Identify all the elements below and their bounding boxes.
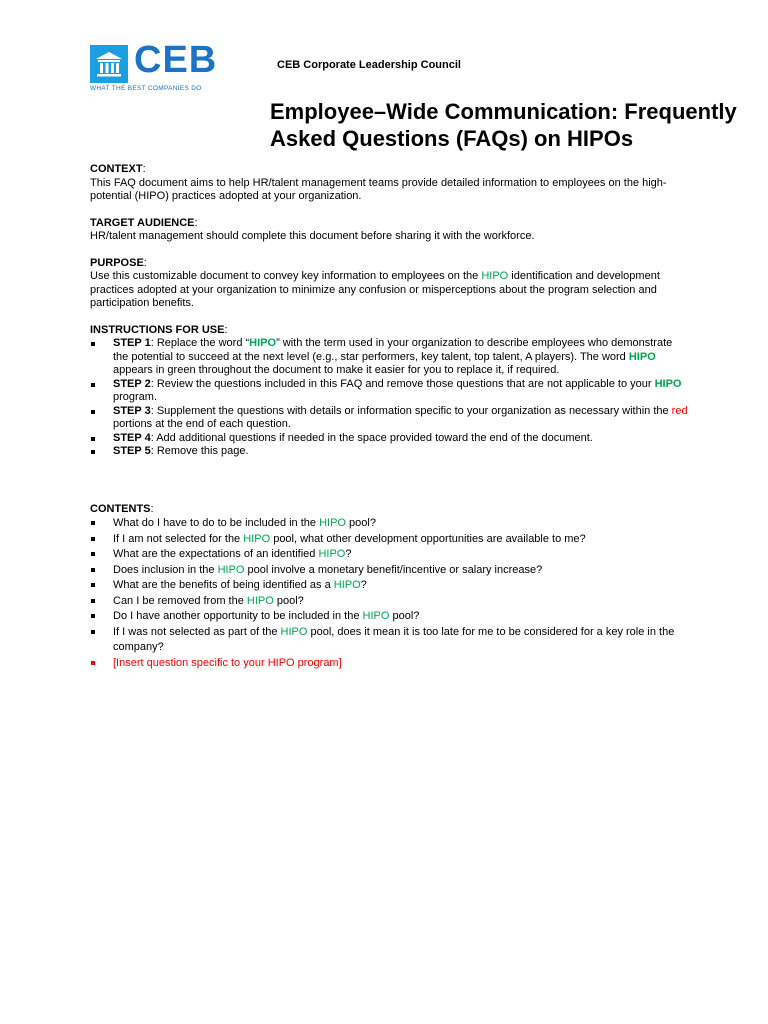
- list-item: What are the expectations of an identified HIPO?: [90, 547, 690, 563]
- logo-tagline: WHAT THE BEST COMPANIES DO: [90, 85, 202, 92]
- list-item: STEP 3: Supplement the questions with details or information specific to your organization as necessary within the red portions at the end of each question.: [90, 405, 690, 432]
- organization-name: CEB Corporate Leadership Council: [277, 59, 461, 71]
- logo-wordmark: CEB: [134, 39, 218, 81]
- instructions-list: [90, 337, 690, 459]
- list-item: Does inclusion in the HIPO pool involve a monetary benefit/incentive or salary increase?: [90, 563, 690, 579]
- list-item: STEP 2: Review the questions included in this FAQ and remove those questions that are not applicable to your HIPO program.: [90, 378, 690, 405]
- audience-heading: TARGET AUDIENCE: [90, 216, 195, 229]
- context-section: CONTEXT: This FAQ document aims to help HR/talent management teams provide detailed information to employees on the high-potential (HIPO) practices adopted at your organization.: [90, 163, 690, 204]
- purpose-section: PURPOSE: Use this customizable document to convey key information to employees on the HIPO identification and development practices adopted at your organization to minimize any confusion or misperceptions about the program selection and participation benefits.: [90, 257, 690, 311]
- audience-text: HR/talent management should complete this document before sharing it with the workforce.: [90, 230, 535, 242]
- hipo-term: HIPO: [628, 350, 656, 363]
- context-heading: CONTEXT: [90, 163, 143, 175]
- contents-heading: CONTENTS: [90, 502, 151, 515]
- hipo-term: HIPO: [481, 270, 509, 282]
- list-item: STEP 4: Add additional questions if needed in the space provided toward the end of the document.: [90, 432, 690, 446]
- list-item: If I was not selected as part of the HIPO pool, does it mean it is too late for me to be considered for a key role in the company?: [90, 625, 690, 656]
- context-text: This FAQ document aims to help HR/talent management teams provide detailed information to employees on the high-potential (HIPO) practices adopted at your organization.: [90, 176, 667, 202]
- list-item: Do I have another opportunity to be included in the HIPO pool?: [90, 609, 690, 625]
- audience-section: TARGET AUDIENCE: HR/talent management should complete this document before sharing it with the workforce.: [90, 217, 690, 244]
- instructions-heading: INSTRUCTIONS FOR USE: [90, 323, 225, 336]
- red-term: red: [671, 404, 688, 417]
- list-item: STEP 1: Replace the word “HIPO” with the term used in your organization to describe employees who demonstrate the potential to succeed at the next level (e.g., star performers, key talent, top talent, A players). The word HIPO appears in green throughout the document to make it easier for you to replace it, if required.: [90, 337, 690, 378]
- document-body: [90, 163, 690, 671]
- purpose-text: Use this customizable document to convey key information to employees on the HIPO identification and development practices adopted at your organization to minimize any confusion or misperceptions about the program selection and participation benefits.: [90, 270, 660, 309]
- contents-list: [90, 516, 690, 671]
- document-title: Employee–Wide Communication: Frequently Asked Questions (FAQs) on HIPOs: [270, 99, 737, 151]
- purpose-heading: PURPOSE: [90, 256, 144, 269]
- list-item: What do I have to do to be included in the HIPO pool?: [90, 516, 690, 532]
- hipo-term: HIPO: [654, 377, 682, 390]
- list-item: STEP 5: Remove this page.: [90, 445, 690, 459]
- instructions-section: INSTRUCTIONS FOR USE: STEP 1: Replace the word “HIPO” with the term used in your organization to describe employees who demonstrate the potential to succeed at the next level (e.g., star performers, key talent, top talent, A players). The word HIPO appears in green throughout the document to make it easier for you to replace it, if required. STEP 2: Review the questions included in this FAQ and remove those questions that are not applicable to your HIPO program. STEP 3: Supplement the questions with details or information specific to your organization as necessary within the red portions at the end of each question. STEP 4: Add additional questions if needed in the space provided toward the end of the document. STEP 5: Remove this page.: [90, 324, 690, 459]
- list-item: What are the benefits of being identified as a HIPO?: [90, 578, 690, 594]
- list-item: [Insert question specific to your HIPO program]: [90, 656, 690, 672]
- list-item: If I am not selected for the HIPO pool, what other development opportunities are available to me?: [90, 532, 690, 548]
- contents-section: CONTENTS: What do I have to do to be included in the HIPO pool? If I am not selected for the HIPO pool, what other development opportunities are available to me? What are the expectations of an identified HIPO? Does inclusion in the HIPO pool involve a monetary benefit/incentive or salary increase? What are the benefits of being identified as a HIPO? Can I be removed from the HIPO pool? Do I have another opportunity to be included in the HIPO pool? If I was not selected as part of the HIPO pool, does it mean it is too late for me to be considered for a key role in the company? [Insert question specific to your HIPO program]: [90, 503, 690, 672]
- list-item: Can I be removed from the HIPO pool?: [90, 594, 690, 610]
- ceb-logo: [90, 39, 230, 95]
- hipo-term: HIPO: [249, 337, 277, 349]
- building-icon: [90, 45, 128, 83]
